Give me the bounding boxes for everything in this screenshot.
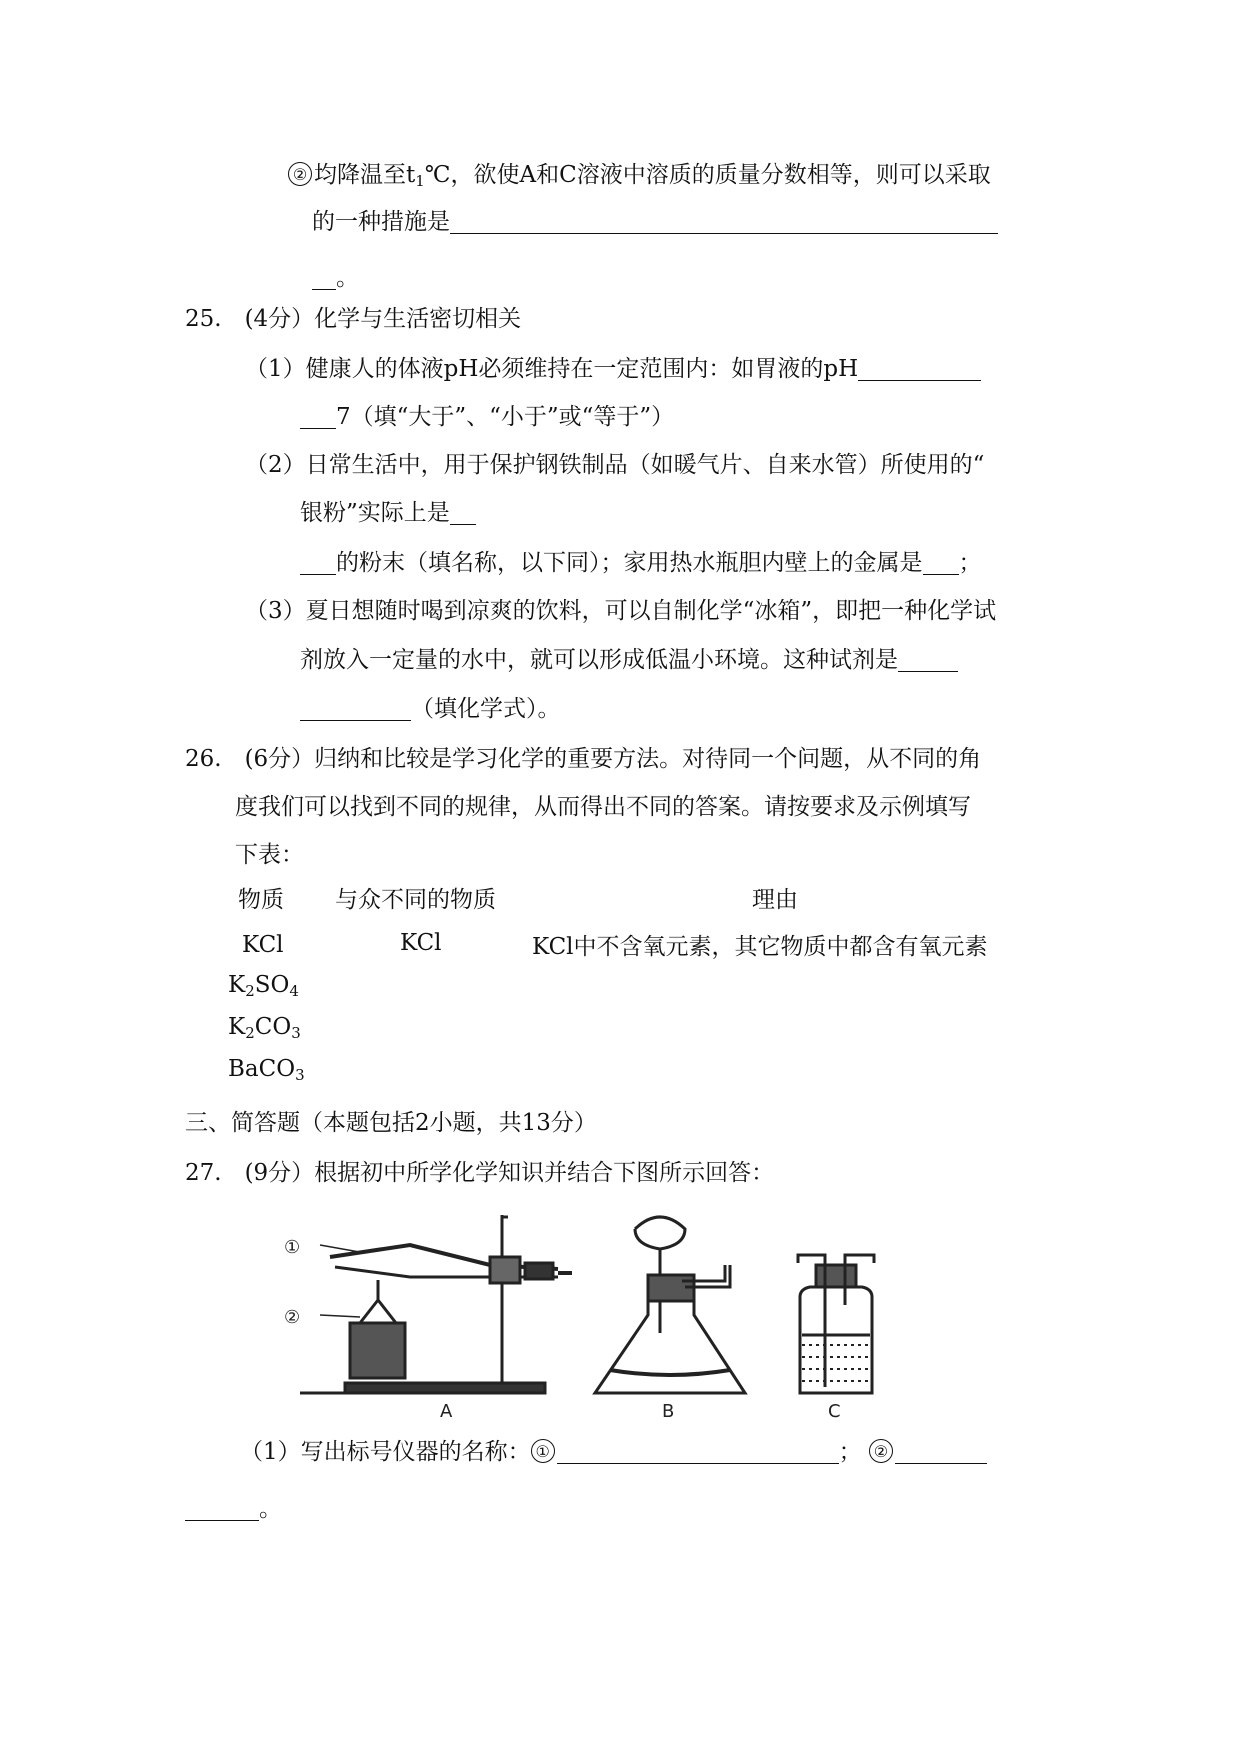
label-2: ② [284, 1307, 301, 1328]
answer-blank[interactable] [858, 356, 981, 381]
table-cell-substance: KCl [242, 932, 284, 958]
substance-baco3: BaCO$_3$ [228, 1056, 305, 1084]
answer-blank[interactable] [185, 1496, 259, 1521]
answer-blank[interactable] [898, 647, 958, 672]
answer-blank[interactable] [450, 500, 476, 525]
q25-p3-line3: （填化学式）。 [300, 694, 561, 724]
answer-blank[interactable] [300, 696, 411, 721]
q26-line3: 下表： [235, 842, 304, 868]
q24-line1: ② 均降温至$t_1℃$，欲使A和C溶液中溶质的质量分数相等，则可以采取 [288, 160, 991, 190]
table-cell-different: KCl [400, 930, 442, 956]
table-header-reason: 理由 [752, 887, 798, 913]
answer-blank[interactable] [300, 550, 336, 575]
q25-header: 25. (4分）化学与生活密切相关 [185, 306, 522, 332]
q25-p2-line1: （2）日常生活中，用于保护钢铁制品（如暖气片、自来水管）所使用的“ [245, 452, 985, 478]
q24-line2: 的一种措施是 [312, 207, 998, 237]
q24-line3: 。 [312, 263, 359, 293]
table-header-substance: 物质 [238, 887, 284, 913]
label-a: A [440, 1401, 453, 1422]
circled-mark: ② [288, 162, 312, 186]
q25-p1-line1: （1）健康人的体液pH必须维持在一定范围内：如胃液的pH [245, 354, 981, 384]
q26-line2: 度我们可以找到不同的规律，从而得出不同的答案。请按要求及示例填写 [235, 794, 971, 820]
table-header-different: 与众不同的物质 [335, 887, 496, 913]
answer-blank[interactable] [923, 550, 959, 575]
answer-blank[interactable] [312, 265, 336, 290]
answer-blank[interactable] [450, 209, 998, 234]
q25-p3-line1: （3）夏日想随时喝到凉爽的饮料，可以自制化学“冰箱”，即把一种化学试 [245, 598, 997, 624]
q27-p1-end: 。 [185, 1494, 282, 1524]
substance-k2so4: $K_2SO_4$ [228, 972, 299, 1000]
substance-k2co3: $K_2CO_3$ [228, 1014, 301, 1042]
circled-mark: ① [531, 1439, 555, 1463]
q26-line1: 26. (6分）归纳和比较是学习化学的重要方法。对待同一个问题，从不同的角 [185, 746, 982, 772]
q25-p1-line2: 7（填“大于”、“小于”或“等于”） [300, 402, 674, 432]
q27-p1: （1）写出标号仪器的名称： ① ； ② [240, 1437, 987, 1467]
section-title: 三、简答题（本题包括2小题，共13分） [185, 1110, 597, 1136]
answer-blank[interactable] [557, 1439, 839, 1464]
q27-header: 27. (9分）根据初中所学化学知识并结合下图所示回答： [185, 1160, 775, 1186]
circled-mark: ② [869, 1439, 893, 1463]
apparatus-figure [284, 1205, 960, 1422]
q25-p2-line2: 银粉”实际上是 [300, 498, 476, 528]
table-cell-reason: KCl中不含氧元素，其它物质中都含有氧元素 [532, 934, 988, 960]
label-1: ① [284, 1237, 301, 1258]
q25-p2-line3: 的粉末（填名称，以下同）；家用热水瓶胆内壁上的金属是 ； [300, 548, 982, 578]
label-c: C [828, 1401, 841, 1422]
apparatus-drawing [284, 1205, 960, 1422]
answer-blank[interactable] [895, 1439, 987, 1464]
answer-blank[interactable] [300, 404, 336, 429]
q25-p3-line2: 剂放入一定量的水中，就可以形成低温小环境。这种试剂是 [300, 645, 958, 675]
label-b: B [662, 1401, 675, 1422]
